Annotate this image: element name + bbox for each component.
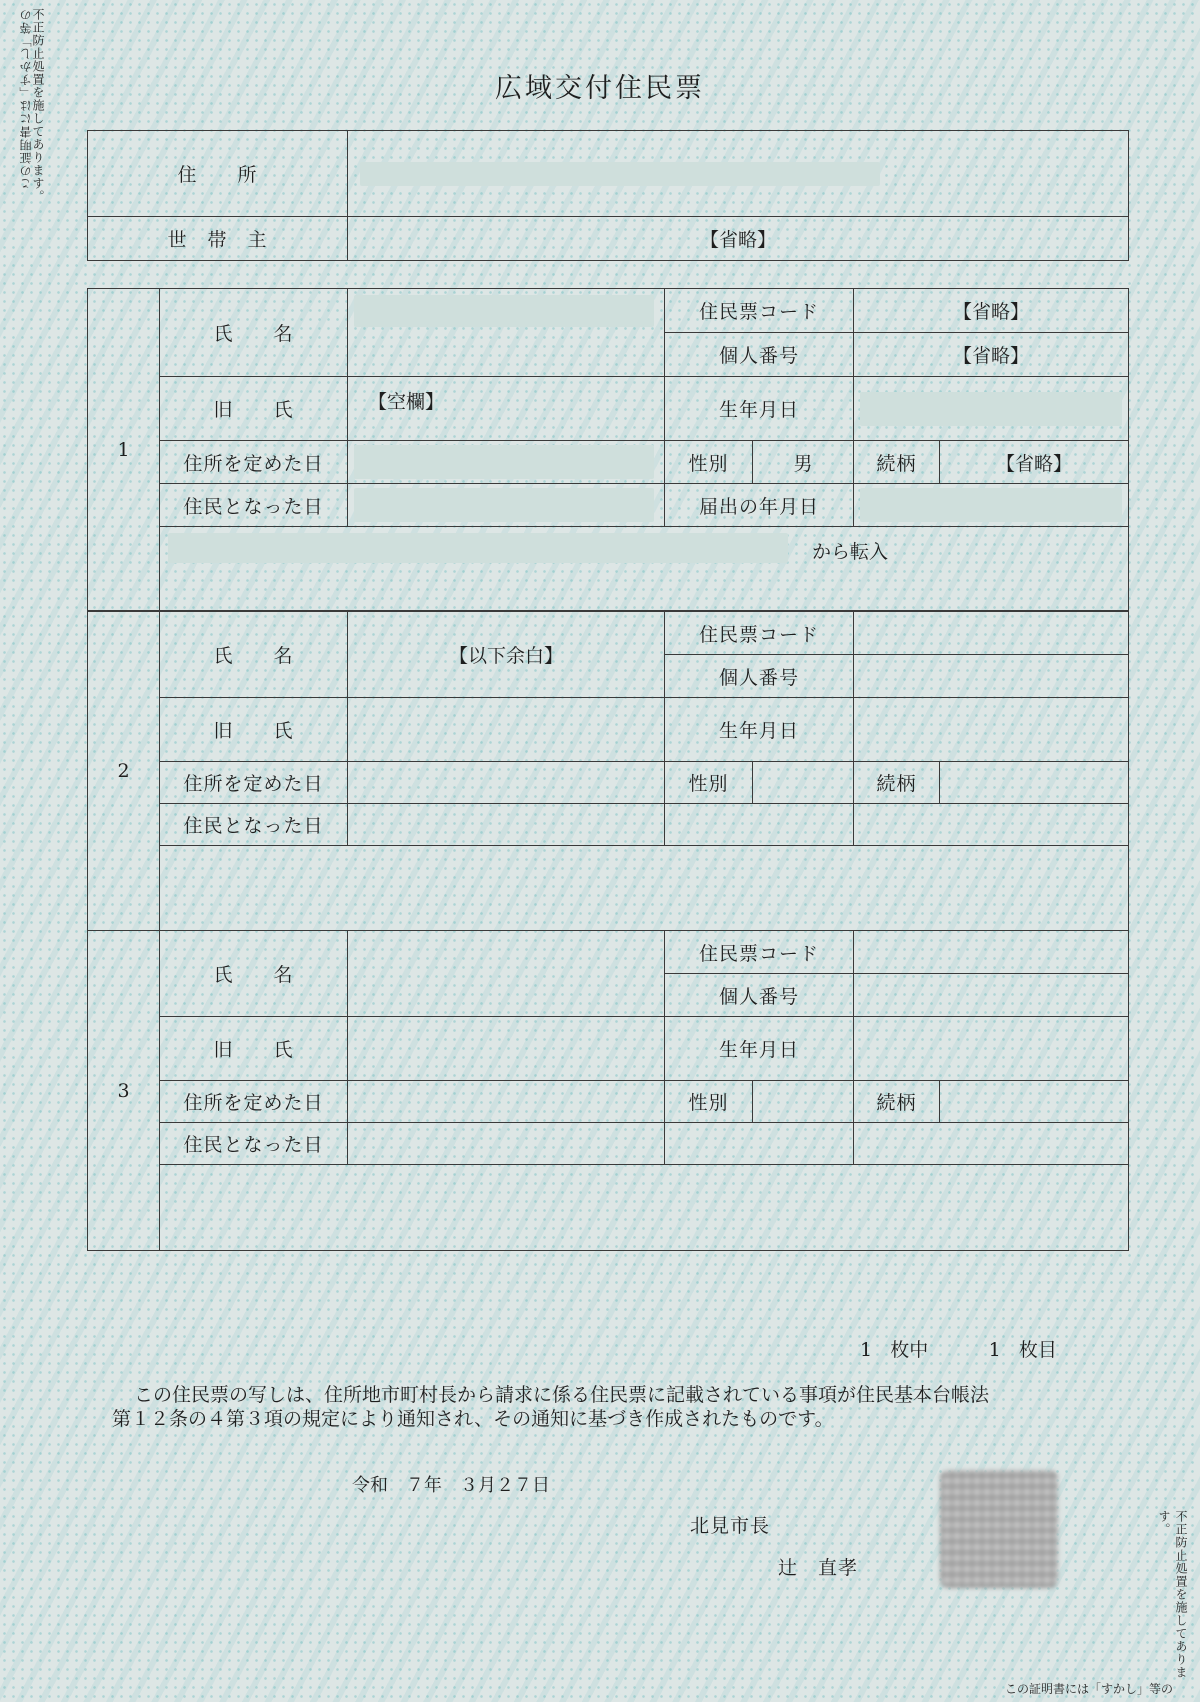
person-3-personal-number: [854, 974, 1129, 1017]
person-1-notification-date: [854, 484, 1129, 527]
sex-label: 性別: [665, 762, 753, 804]
person-3-birth-date: [854, 1017, 1129, 1081]
personal-number-label: 個人番号: [665, 974, 854, 1017]
person-2-sex: [753, 762, 854, 804]
person-2-relation: [940, 762, 1129, 804]
person-1-move-in-row: [160, 527, 1129, 569]
person-3-juminhyo-code: [854, 931, 1129, 974]
person-1-remarks: [160, 569, 1129, 611]
person-2-remarks: [160, 846, 1129, 931]
address-date-label: 住所を定めた日: [160, 1081, 348, 1123]
official-seal: [940, 1470, 1058, 1588]
person-3-remarks: [160, 1165, 1129, 1251]
name-label: 氏 名: [160, 931, 348, 1017]
redacted-name: [354, 295, 654, 327]
person-3-table: [87, 930, 1129, 1251]
householder-value: 【省略】: [348, 217, 1129, 261]
person-2-birth-date: [854, 698, 1129, 762]
person-2-index: 2: [88, 612, 160, 931]
notice-line-2: 第１２条の４第３項の規定により通知され、その通知に基づき作成されたものです。: [112, 1408, 834, 1430]
person-1-relation: 【省略】: [940, 441, 1129, 484]
redacted-birth-date: [860, 392, 1122, 426]
person-1-former-name: 【空欄】: [348, 377, 665, 441]
person-1-name: [348, 289, 665, 377]
sex-label: 性別: [665, 441, 753, 484]
former-name-label: 旧 氏: [160, 377, 348, 441]
resident-date-label: 住民となった日: [160, 804, 348, 846]
move-in-text: から転入: [812, 540, 889, 563]
birth-date-label: 生年月日: [665, 377, 854, 441]
resident-date-label: 住民となった日: [160, 484, 348, 527]
former-name-label: 旧 氏: [160, 698, 348, 762]
security-notice-right: 不正防止処置を施してあります。: [1157, 1510, 1188, 1679]
address-label: 住 所: [88, 131, 348, 217]
address-value: [348, 131, 1129, 217]
juminhyo-code-label: 住民票コード: [665, 289, 854, 333]
personal-number-label: 個人番号: [665, 655, 854, 698]
person-2-notification-date: [854, 804, 1129, 846]
person-2-former-name: [348, 698, 665, 762]
redacted-resident-date: [354, 488, 654, 522]
person-3-former-name: [348, 1017, 665, 1081]
redacted-notification-date: [860, 488, 1122, 522]
security-notice-left-bottom: 不正防止処置を施してあります。: [31, 8, 45, 203]
person-3-index: 3: [88, 931, 160, 1251]
certification-notice: [112, 1383, 1112, 1431]
person-2-resident-date: [348, 804, 665, 846]
notification-date-label: 届出の年月日: [665, 484, 854, 527]
person-1-table: [87, 288, 1129, 611]
person-2-address-date: [348, 762, 665, 804]
person-1-index: 1: [88, 289, 160, 611]
redacted-previous-address: [168, 533, 788, 563]
security-notice-left-top: この証明書には「すかし」等の: [19, 8, 33, 190]
person-2-notification-label-empty: [665, 804, 854, 846]
birth-date-label: 生年月日: [665, 698, 854, 762]
relation-label: 続柄: [854, 1081, 940, 1123]
notice-line-1: この住民票の写しは、住所地市町村長から請求に係る住民票に記載されている事項が住民基本台帳法: [134, 1384, 990, 1406]
relation-label: 続柄: [854, 762, 940, 804]
householder-label: 世 帯 主: [88, 217, 348, 261]
sex-label: 性別: [665, 1081, 753, 1123]
relation-label: 続柄: [854, 441, 940, 484]
person-3-notification-date: [854, 1123, 1129, 1165]
person-1-birth-date: [854, 377, 1129, 441]
person-2-juminhyo-code: [854, 612, 1129, 655]
person-2-name: 【以下余白】: [348, 612, 665, 698]
page-total-number: 1: [860, 1339, 873, 1361]
juminhyo-code-label: 住民票コード: [665, 931, 854, 974]
person-3-notification-label-empty: [665, 1123, 854, 1165]
issue-date: 令和 ７年 ３月２７日: [352, 1475, 550, 1496]
redacted-address: [360, 162, 880, 186]
juminhyo-code-label: 住民票コード: [665, 612, 854, 655]
page-count: [860, 1335, 1057, 1362]
page-current-label: 枚目: [1018, 1339, 1057, 1361]
redacted-address-date: [354, 445, 654, 479]
address-date-label: 住所を定めた日: [160, 441, 348, 484]
former-name-label: 旧 氏: [160, 1017, 348, 1081]
mayor-title: 北見市長: [690, 1515, 771, 1537]
person-3-name: [348, 931, 665, 1017]
mayor-name: 辻 直孝: [778, 1557, 859, 1579]
address-table: [87, 130, 1129, 261]
page-total-label: 枚中: [890, 1339, 929, 1361]
page-current-number: 1: [988, 1339, 1001, 1361]
person-3-sex: [753, 1081, 854, 1123]
person-2-table: [87, 611, 1129, 931]
person-1-personal-number: 【省略】: [854, 333, 1129, 377]
address-date-label: 住所を定めた日: [160, 762, 348, 804]
name-label: 氏 名: [160, 289, 348, 377]
person-2-personal-number: [854, 655, 1129, 698]
person-3-relation: [940, 1081, 1129, 1123]
person-1-sex: 男: [753, 441, 854, 484]
security-notice-bottom: この証明書には「すかし」等の: [1005, 1682, 1174, 1696]
resident-date-label: 住民となった日: [160, 1123, 348, 1165]
person-3-address-date: [348, 1081, 665, 1123]
person-3-resident-date: [348, 1123, 665, 1165]
personal-number-label: 個人番号: [665, 333, 854, 377]
document-title: 広域交付住民票: [495, 73, 705, 104]
person-1-address-date: [348, 441, 665, 484]
birth-date-label: 生年月日: [665, 1017, 854, 1081]
person-1-juminhyo-code: 【省略】: [854, 289, 1129, 333]
name-label: 氏 名: [160, 612, 348, 698]
person-1-resident-date: [348, 484, 665, 527]
